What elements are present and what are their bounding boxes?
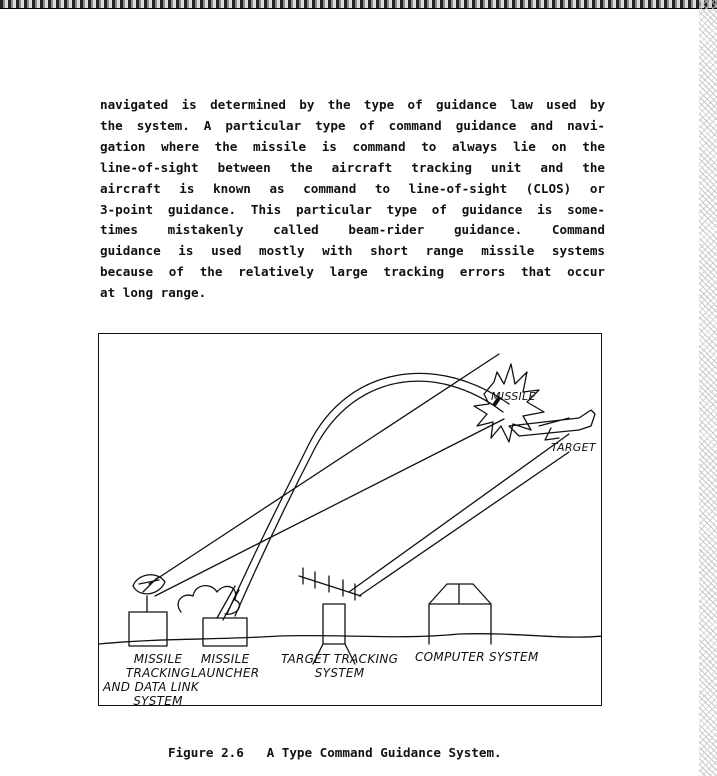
target-label: TARGET	[551, 441, 596, 454]
text-line: because of the relatively large tracking errors that occur	[100, 264, 605, 280]
label-line: SYSTEM	[133, 694, 183, 706]
text-line: 3-point guidance. This particular type of guidance is some-	[100, 201, 605, 217]
missile-trail-2	[235, 381, 503, 616]
target-aircraft	[509, 410, 595, 440]
text-line: navigated is determined by the type of guidance law used by	[100, 97, 605, 112]
missile-label: MISSILE	[491, 390, 536, 403]
label-line: COMPUTER SYSTEM	[415, 650, 539, 664]
target-beam-upper	[349, 434, 569, 592]
figure-command-guidance	[98, 333, 602, 706]
label-line: MISSILE	[133, 652, 183, 666]
text-line: aircraft is known as command to line-of-sight (CLOS) or	[100, 180, 605, 196]
label-launcher	[191, 652, 259, 680]
label-line: TRACKING	[125, 666, 191, 680]
target-beam-lower	[359, 452, 569, 596]
text-line: gation where the missile is command to always lie on the	[100, 138, 605, 154]
page-top-border	[0, 0, 717, 9]
text-line: times mistakenly called beam-rider guidance. Command	[100, 222, 605, 238]
launcher-smoke	[178, 586, 239, 615]
label-target-tracking	[281, 652, 398, 680]
radar-body	[323, 604, 345, 644]
label-line: SYSTEM	[314, 666, 365, 680]
tracking-beam-lower	[155, 419, 504, 596]
figure-caption: Figure 2.6 A Type Command Guidance System.	[168, 745, 502, 760]
text-line: line-of-sight between the aircraft tracking unit and the	[100, 159, 605, 175]
label-line: AND DATA LINK	[103, 680, 200, 694]
launcher-box	[203, 618, 247, 646]
label-line: LAUNCHER	[191, 666, 260, 680]
text-line: at long range.	[100, 285, 207, 301]
text-line: the system. A particular type of command guidance and navi-	[100, 117, 605, 133]
label-tracking-system	[103, 652, 200, 706]
body-paragraph	[100, 95, 605, 304]
label-line: MISSILE	[200, 652, 250, 666]
ground-line	[99, 634, 602, 644]
text-line: guidance is used mostly with short range missile systems	[100, 243, 605, 259]
label-line: TARGET TRACKING	[281, 652, 399, 666]
tracking-beam-upper	[149, 354, 499, 584]
label-computer	[415, 650, 539, 664]
page-right-edge-noise	[699, 0, 717, 776]
radar-array	[299, 568, 361, 600]
